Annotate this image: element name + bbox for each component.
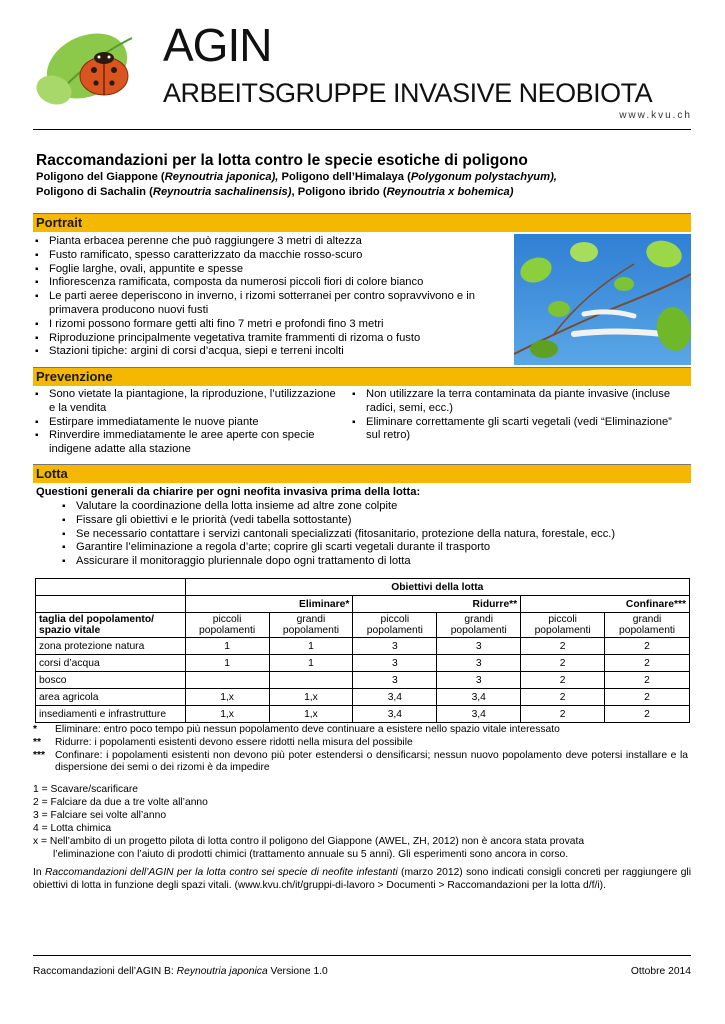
italic-run: Reynoutria x bohemica) xyxy=(386,186,514,198)
italic-run: Polygonum polystachyum), xyxy=(410,171,557,183)
group-confinare: Confinare*** xyxy=(521,596,690,613)
table-cell xyxy=(269,672,353,689)
subheader: grandi popolamenti xyxy=(269,613,353,638)
table-cell: 2 xyxy=(605,655,690,672)
footnote-eliminare xyxy=(33,724,560,736)
footnote-text: Confinare: i popolamenti esistenti non devono più poter estendersi o densificarsi; nessun nuovo popolamento deve potersi installare e la dispersione dei semi o dei rizomi è da impedire xyxy=(55,750,688,774)
legend-4: 4 = Lotta chimica xyxy=(33,823,112,834)
knotweed-photo xyxy=(514,234,691,365)
subheader: grandi popolamenti xyxy=(605,613,690,638)
row-label: insediamenti e infrastrutture xyxy=(36,706,186,723)
italic-run: Reynoutria japonica), xyxy=(164,171,279,183)
objectives-header: Obiettivi della lotta xyxy=(185,579,689,596)
species-line-2 xyxy=(36,186,513,198)
table-row xyxy=(36,655,690,672)
prevention-list-left xyxy=(33,388,338,457)
row-label: bosco xyxy=(36,672,186,689)
table-row xyxy=(36,672,690,689)
footnote-mark: ** xyxy=(33,737,42,748)
subheader: piccoli popolamenti xyxy=(521,613,605,638)
section-heading-portrait: Portrait xyxy=(36,215,83,230)
subheader: piccoli popolamenti xyxy=(185,613,269,638)
section-bar-prevenzione xyxy=(33,367,691,386)
legend-2: 2 = Falciare da due a tre volte all’anno xyxy=(33,797,208,808)
row-header: taglia del popolamento/ spazio vitale xyxy=(36,613,186,638)
legend-3: 3 = Falciare sei volte all’anno xyxy=(33,810,167,821)
table-cell: 1,x xyxy=(269,706,353,723)
list-item: ▪ Stazioni tipiche: argini di corsi d’acqua, siepi e terreni incolti xyxy=(33,345,513,359)
table-cell: 2 xyxy=(605,638,690,655)
table-cell: 1,x xyxy=(185,706,269,723)
list-item: ▪ Fissare gli obiettivi e le priorità (vedi tabella sottostante) xyxy=(60,514,690,528)
table-cell: 2 xyxy=(521,638,605,655)
table-cell: 3,4 xyxy=(437,689,521,706)
list-item: ▪ Eliminare correttamente gli scarti vegetali (vedi “Eliminazione” sul retro) xyxy=(350,416,685,444)
legend-x-line-2: l’eliminazione con l’aiuto di prodotti chimici (trattamento annuale su 5 anni). Gli esperimenti sono ancora in corso. xyxy=(53,849,569,860)
table-cell: 2 xyxy=(605,706,690,723)
list-item: ▪ Infiorescenza ramificata, composta da numerosi piccoli fiori di colore bianco xyxy=(33,276,513,290)
text-run: In xyxy=(33,867,45,878)
table-cell: 2 xyxy=(521,689,605,706)
text-run: (marzo 2012) sono indicati consigli concreti per raggiungere gli obiettivi di lotta in funzione degli spazi vitali. (www.kvu.ch/it/gruppi-di-lavoro > Documenti > Raccomandazioni per la lotta d/f/i). xyxy=(33,867,691,891)
subheader: piccoli popolamenti xyxy=(353,613,437,638)
section-heading-prevenzione: Prevenzione xyxy=(36,369,113,384)
list-item: ▪ Estirpare immediatamente le nuove piante xyxy=(33,416,338,430)
list-item: ▪ Non utilizzare la terra contaminata da piante invasive (incluse radici, semi, ecc.) xyxy=(350,388,685,416)
table-cell: 3 xyxy=(353,655,437,672)
table-corner xyxy=(36,579,186,596)
footer-divider xyxy=(33,955,691,956)
table-cell: 2 xyxy=(605,672,690,689)
footer-version: Versione 1.0 xyxy=(267,966,328,977)
footer-date: Ottobre 2014 xyxy=(630,966,691,977)
section-heading-lotta: Lotta xyxy=(36,466,68,481)
list-item: ▪ I rizomi possono formare getti alti fino 7 metri e profondi fino 3 metri xyxy=(33,318,513,332)
list-item: ▪ Sono vietate la piantagione, la riproduzione, l’utilizzazione e la vendita xyxy=(33,388,338,416)
table-row xyxy=(36,706,690,723)
section-bar-lotta xyxy=(33,464,691,483)
footer-pre: Raccomandazioni dell’AGIN B: xyxy=(33,966,177,977)
lotta-question: Questioni generali da chiarire per ogni neofita invasiva prima della lotta: xyxy=(36,486,421,498)
text-run: , Poligono ibrido ( xyxy=(291,186,387,198)
table-cell: 3,4 xyxy=(353,689,437,706)
row-label: area agricola xyxy=(36,689,186,706)
list-item: ▪ Le parti aeree deperiscono in inverno, i rizomi sotterranei per contro sopravvivono e in primavera producono nuovi fusti xyxy=(33,290,513,318)
table-corner-2 xyxy=(36,596,186,613)
row-label: zona protezione natura xyxy=(36,638,186,655)
table-cell: 1,x xyxy=(269,689,353,706)
brand-url[interactable]: www.kvu.ch xyxy=(619,110,692,121)
footnote-mark: * xyxy=(33,724,38,735)
objectives-table xyxy=(35,578,690,723)
section-bar-portrait xyxy=(33,213,691,232)
list-item: ▪ Rinverdire immediatamente le aree aperte con specie indigene adatte alla stazione xyxy=(33,429,338,457)
table-cell: 1 xyxy=(185,655,269,672)
legend-1: 1 = Scavare/scarificare xyxy=(33,784,139,795)
list-item: ▪ Fusto ramificato, spesso caratterizzato da macchie rosso-scuro xyxy=(33,249,513,263)
portrait-list xyxy=(33,235,513,359)
table-cell: 2 xyxy=(605,689,690,706)
italic-run: Reynoutria sachalinensis) xyxy=(152,186,292,198)
table-cell: 3 xyxy=(437,672,521,689)
table-cell: 3,4 xyxy=(437,706,521,723)
lotta-list xyxy=(60,500,690,569)
text-run: Poligono dell’Himalaya ( xyxy=(278,171,411,183)
legend-x-line-1: x = Nell’ambito di un progetto pilota di lotta contro il poligono del Giappone (AWEL, ZH, 2012) non è ancora stata provata xyxy=(33,836,585,847)
table-cell: 2 xyxy=(521,672,605,689)
text-run: Poligono di Sachalin ( xyxy=(36,186,153,198)
prevention-list-right xyxy=(350,388,685,443)
table-row xyxy=(36,638,690,655)
footnote-text: Ridurre: i popolamenti esistenti devono essere ridotti nella misura del possibile xyxy=(55,737,413,748)
brand-subtitle: ARBEITSGRUPPE INVASIVE NEOBIOTA xyxy=(163,78,653,108)
header-divider xyxy=(33,129,691,130)
list-item: ▪ Riproduzione principalmente vegetativa tramite frammenti di rizoma o fusto xyxy=(33,332,513,346)
brand-title: AGIN xyxy=(163,19,272,71)
text-run: Poligono del Giappone ( xyxy=(36,171,165,183)
group-eliminare: Eliminare* xyxy=(185,596,353,613)
reference-paragraph xyxy=(33,866,691,892)
list-item: ▪ Pianta erbacea perenne che può raggiungere 3 metri di altezza xyxy=(33,235,513,249)
footnote-ridurre xyxy=(33,737,413,749)
table-row xyxy=(36,689,690,706)
table-cell: 1,x xyxy=(185,689,269,706)
table-cell: 3 xyxy=(437,655,521,672)
species-line-1 xyxy=(36,171,557,183)
document-title: Raccomandazioni per la lotta contro le specie esotiche di poligono xyxy=(36,152,528,169)
footer-species: Reynoutria japonica xyxy=(176,966,268,977)
table-cell: 2 xyxy=(521,706,605,723)
table-cell: 1 xyxy=(269,638,353,655)
footnote-confinare xyxy=(33,750,688,775)
group-ridurre: Ridurre** xyxy=(353,596,521,613)
list-item: ▪ Assicurare il monitoraggio pluriennale dopo ogni trattamento di lotta xyxy=(60,555,690,569)
table-cell: 3 xyxy=(353,672,437,689)
table-cell xyxy=(185,672,269,689)
table-cell: 1 xyxy=(185,638,269,655)
agin-logo-ladybug-leaf xyxy=(32,20,152,120)
italic-run: Raccomandazioni dell’AGIN per la lotta contro sei specie di neofite infestanti xyxy=(44,867,398,878)
footnote-text: Eliminare: entro poco tempo più nessun popolamento deve continuare a esistere nello spazio vitale interessato xyxy=(55,724,560,735)
list-item: ▪ Garantire l’eliminazione a regola d’arte; coprire gli scarti vegetali durante il trasporto xyxy=(60,541,690,555)
table-cell: 1 xyxy=(269,655,353,672)
row-label: corsi d’acqua xyxy=(36,655,186,672)
table-body xyxy=(36,638,690,723)
table-cell: 3 xyxy=(437,638,521,655)
subheader: grandi popolamenti xyxy=(437,613,521,638)
list-item: ▪ Foglie larghe, ovali, appuntite e spesse xyxy=(33,263,513,277)
list-item: ▪ Se necessario contattare i servizi cantonali specializzati (fitosanitario, protezione della natura, forestale, ecc.) xyxy=(60,528,690,542)
list-item: ▪ Valutare la coordinazione della lotta insieme ad altre zone colpite xyxy=(60,500,690,514)
table-cell: 3 xyxy=(353,638,437,655)
table-cell: 3,4 xyxy=(353,706,437,723)
footnote-mark: *** xyxy=(33,750,46,761)
footer-document-info xyxy=(33,966,328,977)
table-cell: 2 xyxy=(521,655,605,672)
